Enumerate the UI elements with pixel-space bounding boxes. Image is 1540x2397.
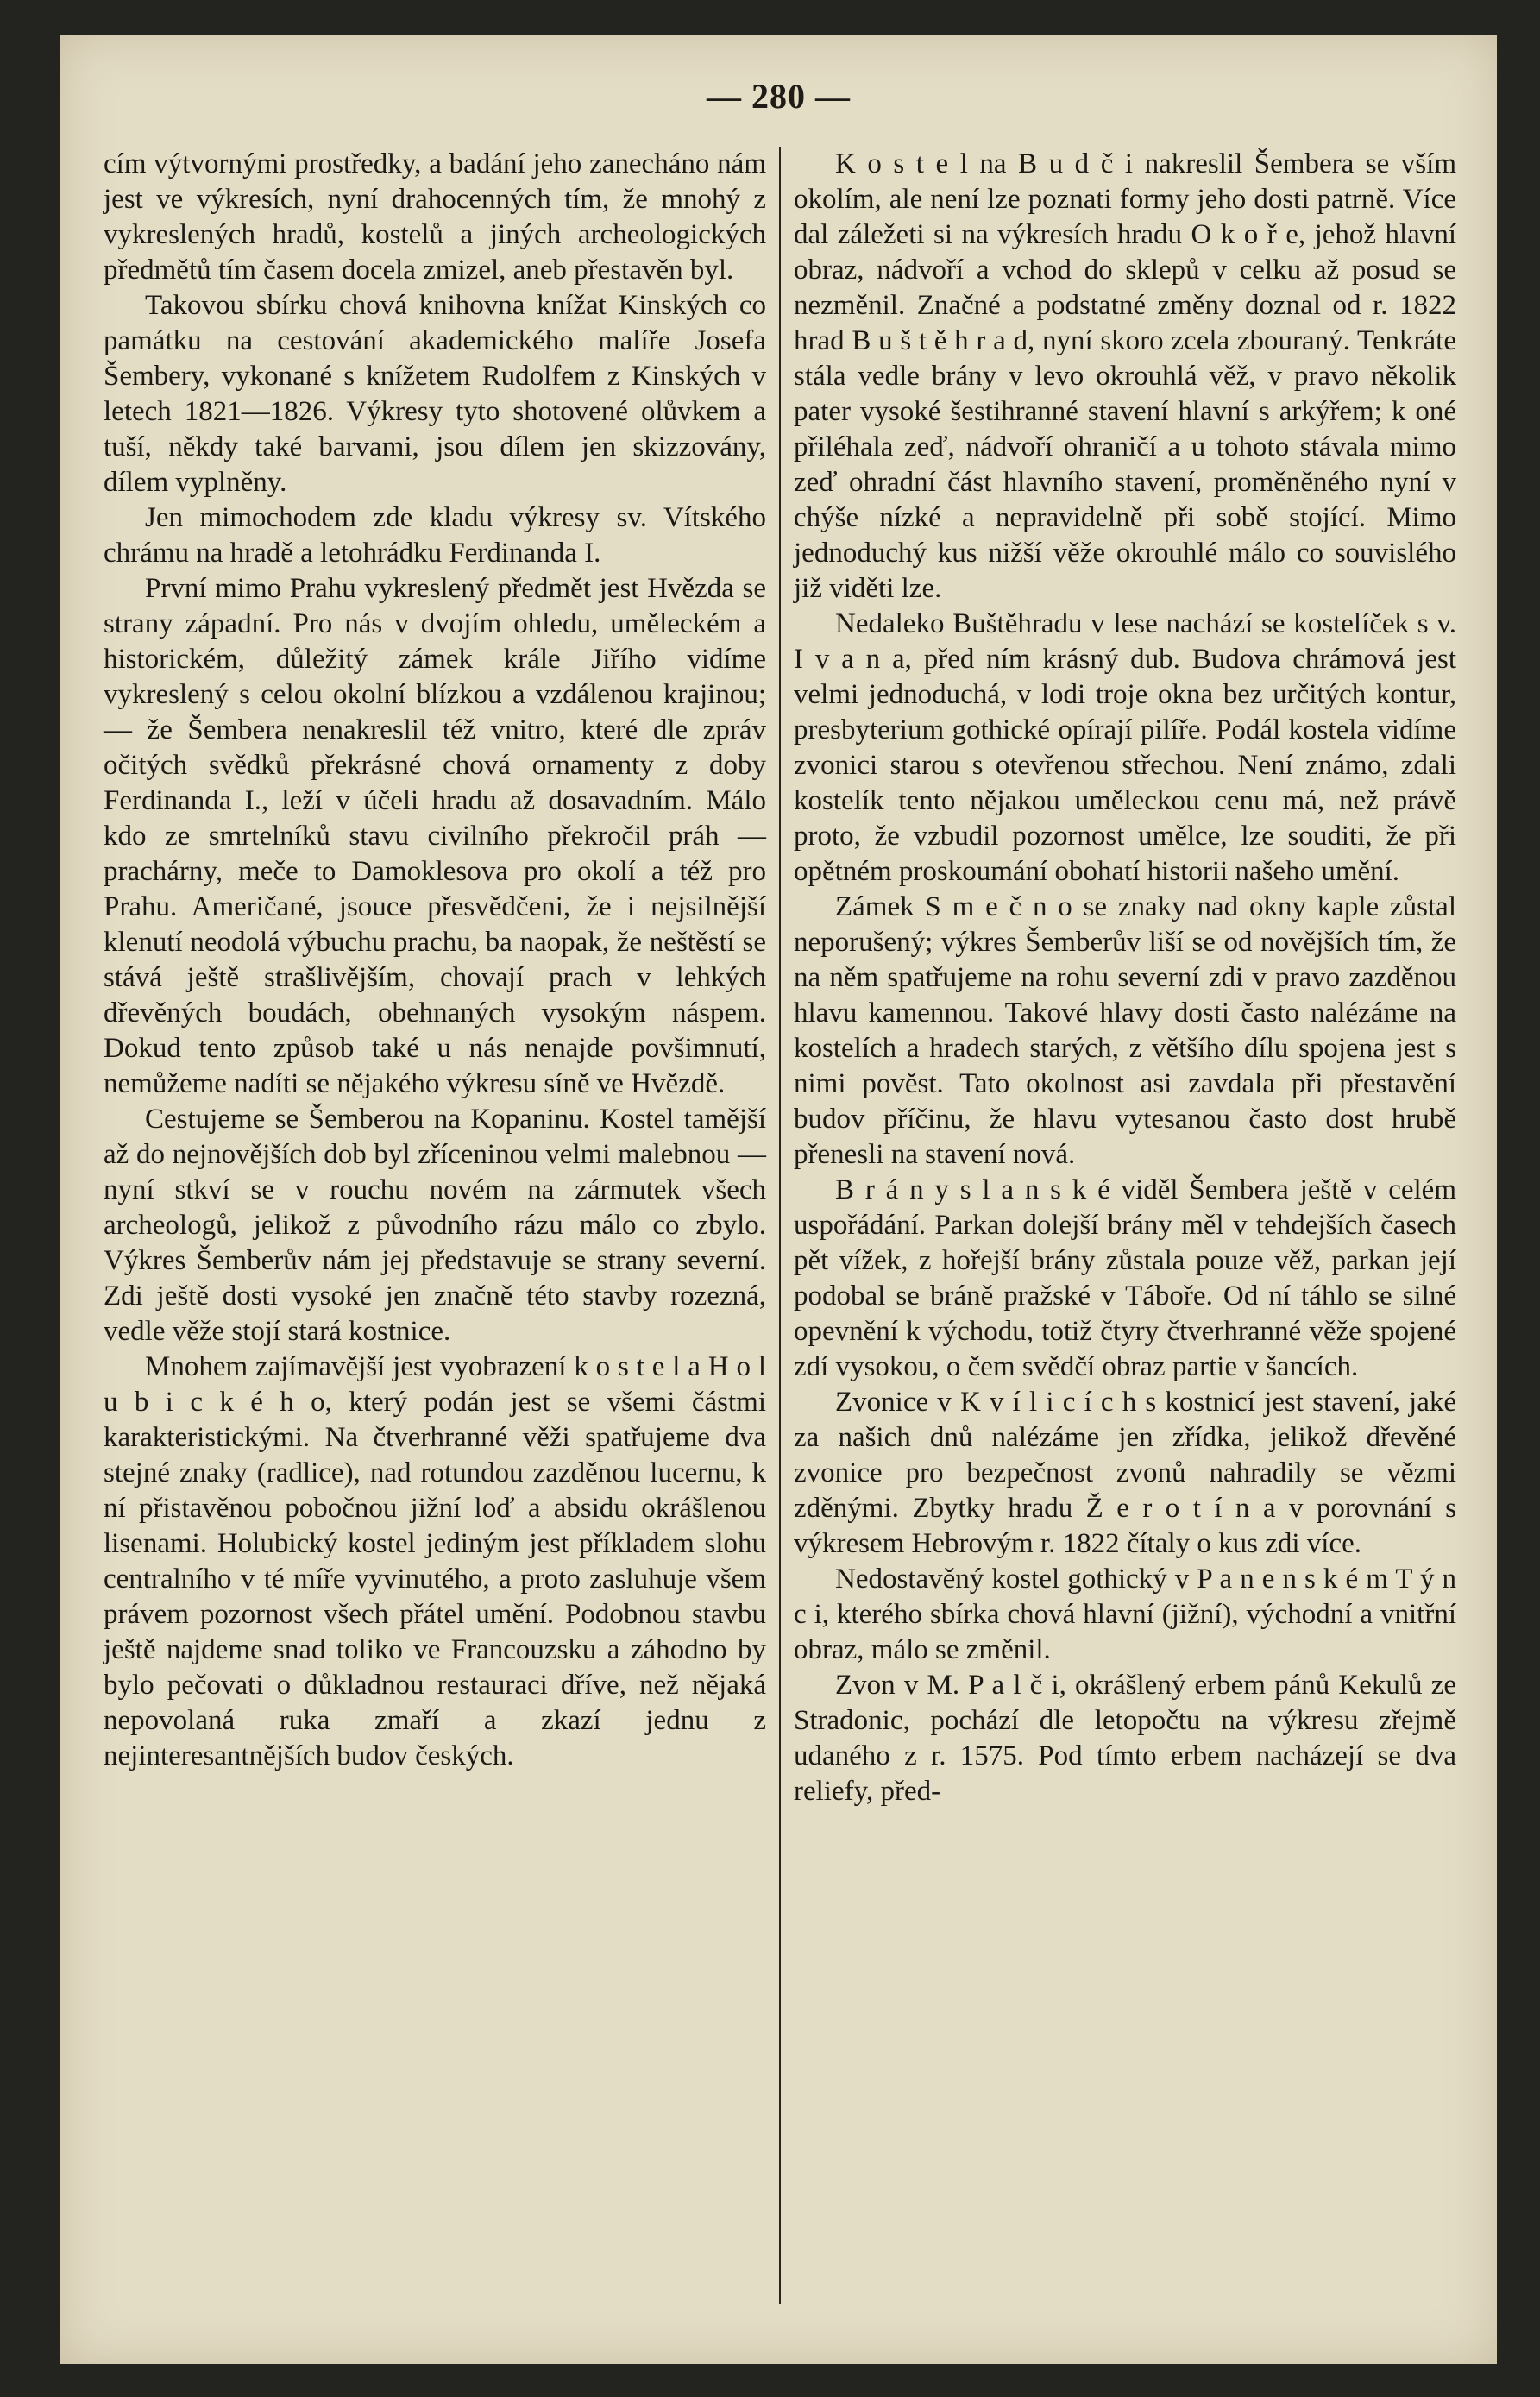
paragraph: cím výtvornými prostředky, a badání jeho zanecháno nám jest ve výkresích, nyní drahocenných tím, že mnohý z vykreslených hradů, kostelů a jiných archeologických předmětů tím časem docela zmizel, aneb přestavěn byl. (104, 148, 766, 286)
paragraph: Takovou sbírku chová knihovna knížat Kinských co památku na cestování akademického malíře Josefa Šembery, vykonané s knížetem Rudolfem z Kinských v letech 1821—1826. Výkresy tyto shotovené olůvkem a tuší, někdy také barvami, jsou dílem jen skizzovány, dílem vyplněny. (104, 290, 766, 498)
paragraph: Zvonice v K v í l i c í c h s kostnicí jest stavení, jaké za našich dnů nalézáme jen zřídka, jelikož dřevěné zvonice pro bezpečnost zvonů nahradily se vězmi zděnými. Zbytky hradu Ž e r o t í n a v porovnání s výkresem Hebrovým r. 1822 čítaly o kus zdi více. (794, 1387, 1456, 1559)
paragraph: První mimo Prahu vykreslený předmět jest Hvězda se strany západní. Pro nás v dvojím ohledu, uměleckém a historickém, důležitý zámek krále Jiřího vidíme vykreslený s celou okolní blízkou a vzdálenou krajinou; — že Šembera nenakreslil též vnitro, které dle zpráv očitých svědků překrásné chová ornamenty z doby Ferdinanda I., leží v účeli hradu až dosavadním. Málo kdo ze smrtelníků stavu civilního překročil práh — prachárny, meče to Damoklesova pro okolí a též pro Prahu. Američané, jsouce přesvědčeni, že i nejsilnější klenutí neodolá výbuchu prachu, ba naopak, že neštěstí se stává ještě strašlivějším, chovají prach v lehkých dřevěných boudách, obehnaných vysokým náspem. Dokud tento způsob také u nás nenajde povšimnutí, nemůžeme nadíti se nějakého výkresu síně ve Hvězdě. (104, 573, 766, 1099)
page-number: — 280 — (707, 77, 851, 116)
paragraph: Nedostavěný kostel gothický v P a n e n s k é m T ý n c i, kterého sbírka chová hlavní (jižní), východní a vnitřní obraz, málo se změnil. (794, 1563, 1456, 1665)
paragraph: Zámek S m e č n o se znaky nad okny kaple zůstal neporušený; výkres Šemberův liší se od novějších tím, že na něm spatřujeme na rohu severní zdi v pravo zazděnou hlavu kamennou. Takové hlavy dosti často nalézáme na kostelích a hradech starých, z většího dílu spojena jest s nimi pověst. Tato okolnost asi zavdala při přestavění budov příčinu, že hlavu vytesanou často dost hrubě přenesli na stavení nová. (794, 891, 1456, 1170)
right-column (794, 147, 1456, 1809)
left-column (104, 147, 766, 1774)
paragraph: Mnohem zajímavější jest vyobrazení k o s t e l a H o l u b i c k é h o, který podán jest se všemi částmi karakteristickými. Na čtverhranné věži spatřujeme dva stejné znaky (radlice), nad rotundou zazděnou lucernu, k ní přistavěnou pobočnou jižní loď a absidu okrášlenou lisenami. Holubický kostel jediným jest příkladem slohu centralního v té míře vyvinutého, a proto zasluhuje všem právem pozornost všech přátel umění. Podobnou stavbu ještě najdeme snad toliko ve Francouzsku a záhodno by bylo pečovati o důkladnou restauraci dříve, než nějaká nepovolaná ruka zmaří a zkazí jednu z nejinteresantnějších budov českých. (104, 1351, 766, 1771)
paragraph: Zvon v M. P a l č i, okrášlený erbem pánů Kekulů ze Stradonic, pochází dle letopočtu na výkresu zřejmě udaného z r. 1575. Pod tímto erbem nacházejí se dva reliefy, před- (794, 1670, 1456, 1807)
paragraph: K o s t e l na B u d č i nakreslil Šembera se vším okolím, ale není lze poznati formy jeho dosti patrně. Více dal záležeti si na výkresích hradu O k o ř e, jehož hlavní obraz, nádvoří a vchod do sklepů v celku až posud se nezměnil. Značné a podstatné změny doznal od r. 1822 hrad B u š t ě h r a d, nyní skoro zcela zbouraný. Tenkráte stála vedle brány v levo okrouhlá věž, v pravo několik pater vysoké šestihranné stavení hlavní s arkýřem; k oné přiléhala zeď, nádvoří ohraničí a u tohoto stávala mimo zeď ohradní část hlavního stavení, proměněného nyní v chýše nízké a nepravidelně při sobě stojící. Mimo jednoduchý kus nižší věže okrouhlé málo co souvislého již viděti lze. (794, 148, 1456, 604)
paragraph: Jen mimochodem zde kladu výkresy sv. Vítského chrámu na hradě a letohrádku Ferdinanda I. (104, 502, 766, 569)
paragraph: Nedaleko Buštěhradu v lese nachází se kostelíček s v. I v a n a, před ním krásný dub. Budova chrámová jest velmi jednoduchá, v lodi troje okna bez určitých kontur, presbyterium gothické opírají pilíře. Podál kostela vidíme zvonici starou s otevřenou střechou. Není známo, zdali kostelík tento nějakou uměleckou cenu má, než právě proto, že vzbudil pozornost umělce, lze souditi, že při opětném proskoumání obohatí historii našeho umění. (794, 608, 1456, 887)
paragraph: B r á n y s l a n s k é viděl Šembera ještě v celém uspořádání. Parkan dolejší brány měl v tehdejších časech pět vížek, z hořejší brány zůstala pouze věž, parkan její podobal se bráně pražské v Táboře. Od ní táhlo se silné opevnění k východu, totiž čtyry čtverhranné věže spojené zdí vysokou, o čem svědčí obraz partie v šancích. (794, 1174, 1456, 1382)
book-page (60, 35, 1497, 2364)
paragraph: Cestujeme se Šemberou na Kopaninu. Kostel tamější až do nejnovějších dob byl zříceninou velmi malebnou — nyní stkví se v rouchu novém na zármutek všech archeologů, jelikož z původního rázu málo co zbylo. Výkres Šemberův nám jej představuje se strany severní. Zdi ještě dosti vysoké jen značně této stavby rozezná, vedle věže stojí stará kostnice. (104, 1104, 766, 1347)
column-divider (779, 147, 781, 2304)
